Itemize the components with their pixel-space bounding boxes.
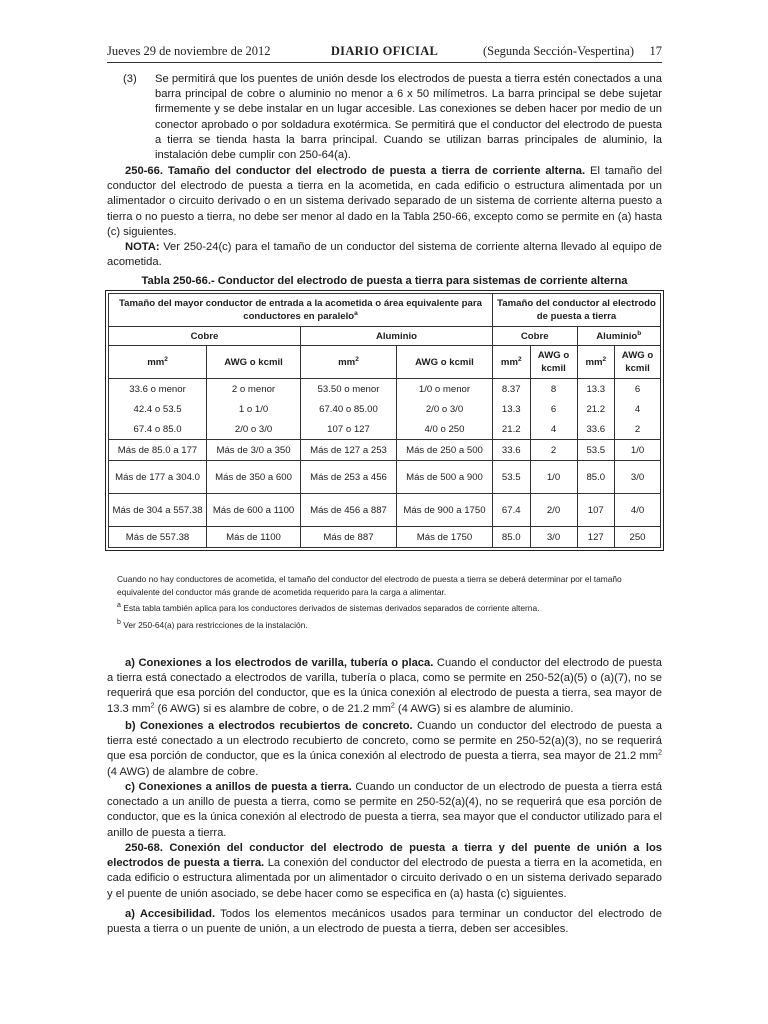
header-cell-electrode-conductor: Tamaño del conductor al electrodo de puesta a tierra xyxy=(492,294,660,327)
header-cell-awg: AWG o kcmil xyxy=(530,346,577,379)
table-cell: Más de 1750 xyxy=(396,527,492,548)
table-cell: 2/0 xyxy=(530,494,577,527)
table-cell: 33.6 o menor xyxy=(109,379,207,400)
section-heading: 250-66. Tamaño del conductor del electrodo de puesta a tierra de corriente alterna. xyxy=(125,165,586,177)
table-cell: 6 xyxy=(530,399,577,419)
header-page-number: 17 xyxy=(649,44,662,58)
table-cell: 1/0 o menor xyxy=(396,379,492,400)
table-cell: 107 o 127 xyxy=(300,419,396,440)
table-cell: Más de 177 a 304.0 xyxy=(109,461,207,494)
header-cell-cobre-electrode: Cobre xyxy=(492,327,577,346)
table-note: Cuando no hay conductores de acometida, el tamaño del conductor del electrodo de puesta a tierra se deberá determinar por el tamaño equivalente del conductor más grande de acometida requerido para la carga a alimentar. xyxy=(117,574,622,597)
table-header-row xyxy=(109,346,661,379)
paragraph-heading: a) Accesibilidad. xyxy=(125,908,216,920)
table-note: $^b$ Ver 250-64(a) para restricciones de la instalación. xyxy=(117,618,308,630)
table-cell: 21.2 xyxy=(577,399,615,419)
table-row xyxy=(109,399,661,419)
note-paragraph xyxy=(107,240,662,270)
table-cell: 4/0 xyxy=(615,494,661,527)
section-250-66 xyxy=(107,164,662,240)
paragraph-b-concrete: b) Conexiones a electrodos recubiertos de concreto. Cuando un conductor del electrodo de puesta a tierra esté conectado a un electrodo recubierto de concreto, como se permite en 250-52(a)(3), no se requerirá que esa porción de conductor, que es la única conexión al electrodo de puesta a tierra, sea mayor de 21.2 $mm^2$ (4 AWG) de alambre de cobre. xyxy=(107,720,662,778)
table-cell: 2 o menor xyxy=(207,379,301,400)
table-cell: 13.3 xyxy=(492,399,530,419)
table-cell: Más de 600 a 1100 xyxy=(207,494,301,527)
header-cell-mm2: $mm^2$ xyxy=(300,346,396,379)
table-cell: 3/0 xyxy=(530,527,577,548)
table-cell: 85.0 xyxy=(577,461,615,494)
table-cell: 1/0 xyxy=(530,461,577,494)
header-section: (Segunda Sección-Vespertina) xyxy=(483,44,634,58)
table-cell: Más de 304 a 557.38 xyxy=(109,494,207,527)
table-cell: 53.50 o menor xyxy=(300,379,396,400)
table-250-66 xyxy=(108,293,661,548)
header-cell-aluminio: Aluminio xyxy=(300,327,492,346)
header-date: Jueves 29 de noviembre de 2012 xyxy=(107,44,271,58)
table-cell: 2 xyxy=(615,419,661,440)
header-cell-mm2: $mm^2$ xyxy=(109,346,207,379)
table-cell: 33.6 xyxy=(577,419,615,440)
table-cell: Más de 900 a 1750 xyxy=(396,494,492,527)
header-rule xyxy=(107,62,662,63)
header-publication: DIARIO OFICIAL xyxy=(330,44,439,58)
table-cell: 127 xyxy=(577,527,615,548)
paragraph-heading: b) Conexiones a electrodos recubiertos de concreto. xyxy=(125,720,413,732)
table-cell: 53.5 xyxy=(577,440,615,461)
header-cell-service-conductor: Tamaño del mayor conductor de entrada a la acometida o área equivalente para conductores en paralelo$^a$ xyxy=(109,294,493,327)
table-body xyxy=(109,379,661,548)
paragraph-c-ring: c) Conexiones a anillos de puesta a tierra. Cuando un conductor de un electrodo de puesta a tierra está conectado a un anillo de puesta a tierra, como se permite en 250-52(a)(4), no se requerirá que esa porción de conductor, que es la única conexión al electrodo de puesta a tierra, sea mayor que el conductor utilizado para el anillo de puesta a tierra. xyxy=(107,781,662,839)
table-cell: 67.4 o 85.0 xyxy=(109,419,207,440)
header-cell-awg: AWG o kcmil xyxy=(207,346,301,379)
table-cell: Más de 887 xyxy=(300,527,396,548)
table-cell: 13.3 xyxy=(577,379,615,400)
table-cell: 67.40 o 85.00 xyxy=(300,399,396,419)
table-cell: 1/0 xyxy=(615,440,661,461)
header-cell-awg: AWG o kcmil xyxy=(396,346,492,379)
header-cell-mm2: $mm^2$ xyxy=(492,346,530,379)
list-item-text: Se permitirá que los puentes de unión desde los electrodos de puesta a tierra estén conectados a una barra principal de cobre o aluminio no menor a 6 x 50 milímetros. La barra principal se debe sujetar firmemente y se debe instalar en un lugar accesible. Las conexiones se deben hacer por medio de un conector aprobado o por soldadura exotérmica. Se permitirá que el conductor del electrodo de puesta a tierra se tienda hasta la barra principal. Cuando se utilizan barras principales de aluminio, la instalación debe cumplir con 250-64(a). xyxy=(155,73,662,162)
table-cell: 21.2 xyxy=(492,419,530,440)
table-cell: Más de 3/0 a 350 xyxy=(207,440,301,461)
note-text: Ver 250-24(c) para el tamaño de un conductor del sistema de corriente alterna llevado al equipo de acometida. xyxy=(107,241,662,269)
note-label: NOTA: xyxy=(125,241,160,253)
table-cell: 4/0 o 250 xyxy=(396,419,492,440)
table-cell: 8.37 xyxy=(492,379,530,400)
table-cell: 2 xyxy=(530,440,577,461)
table-cell: 67.4 xyxy=(492,494,530,527)
table-cell: Más de 456 a 887 xyxy=(300,494,396,527)
header-cell-mm2: $mm^2$ xyxy=(577,346,615,379)
list-item-number: (3) xyxy=(123,73,137,85)
table-row xyxy=(109,461,661,494)
table-cell: 4 xyxy=(615,399,661,419)
table-cell: 85.0 xyxy=(492,527,530,548)
paragraph-heading: a) Conexiones a los electrodos de varilla, tubería o placa. xyxy=(125,657,434,669)
paragraph-heading: c) Conexiones a anillos de puesta a tierra. xyxy=(125,781,352,793)
table-cell: 4 xyxy=(530,419,577,440)
table-cell: 42.4 o 53.5 xyxy=(109,399,207,419)
table-header-row xyxy=(109,294,661,327)
table-row xyxy=(109,527,661,548)
section-heading: 250-68. Conexión del conductor del electrodo de puesta a tierra y del puente de unión a los electrodos de puesta a tierra. xyxy=(107,842,662,870)
table-cell: 107 xyxy=(577,494,615,527)
table-cell: 2/0 o 3/0 xyxy=(396,399,492,419)
header-cell-aluminio-electrode: Aluminio$^b$ xyxy=(577,327,661,346)
header-cell-cobre: Cobre xyxy=(109,327,301,346)
table-header-row xyxy=(109,327,661,346)
table-cell: 2/0 o 3/0 xyxy=(207,419,301,440)
paragraph-a-accessibility: a) Accesibilidad. Todos los elementos mecánicos usados para terminar un conductor del electrodo de puesta a tierra o un puente de unión, a un electrodo de puesta a tierra, deben ser accesibles. xyxy=(107,908,663,936)
table-cell: 1 o 1/0 xyxy=(207,399,301,419)
table-notes xyxy=(117,573,662,635)
table-cell: 6 xyxy=(615,379,661,400)
table-cell: 250 xyxy=(615,527,661,548)
table-cell: 3/0 xyxy=(615,461,661,494)
table-cell: Más de 250 a 500 xyxy=(396,440,492,461)
table-row xyxy=(109,440,661,461)
table-cell: Más de 253 a 456 xyxy=(300,461,396,494)
table-cell: Más de 500 a 900 xyxy=(396,461,492,494)
header-cell-awg: AWG o kcmil xyxy=(615,346,661,379)
table-cell: Más de 350 a 600 xyxy=(207,461,301,494)
table-note: $^a$ Esta tabla también aplica para los conductores derivados de sistemas derivados separados de corriente alterna. xyxy=(117,602,540,613)
table-cell: 53.5 xyxy=(492,461,530,494)
table-cell: Más de 557.38 xyxy=(109,527,207,548)
table-cell: Más de 85.0 a 177 xyxy=(109,440,207,461)
table-cell: 33.6 xyxy=(492,440,530,461)
section-text: El tamaño del conductor del electrodo de puesta a tierra en la acometida, en cada edificio o estructura alimentada por un alimentador o circuito derivado o en un sistema derivado separado de un sistema de corriente alterna puesto a tierra o no puesto a tierra, no debe ser menor al dado en la Tabla 250-66, excepto como se permite en (a) hasta (c) siguientes. xyxy=(107,165,662,238)
section-250-68: 250-68. Conexión del conductor del electrodo de puesta a tierra y del puente de unión a los electrodos de puesta a tierra. La conexión del conductor del electrodo de puesta a tierra en la acometida, en cada edificio o estructura alimentada por un alimentador o circuito derivado o en un sistema derivado separado y el puente de unión asociado, se debe hacer como se especifica en (a) hasta (c) siguientes. xyxy=(107,842,662,900)
table-row xyxy=(109,379,661,400)
table-row xyxy=(109,419,661,440)
list-item-3 xyxy=(107,72,662,160)
table-title: Tabla 250-66.- Conductor del electrodo de puesta a tierra para sistemas de corriente alterna xyxy=(141,275,628,287)
paragraph-a-rod: a) Conexiones a los electrodos de varilla, tubería o placa. Cuando el conductor del electrodo de puesta a tierra está conectado a electrodos de varilla, tubería o placa, como se permite en 250-52(a)(5) o (a)(7), no se requerirá que esa porción del conductor, que es la única conexión al electrodo de puesta a tierra, sea mayor de 13.3 $mm^2$ (6 AWG) si es alambre de cobre, o de 21.2 $mm^2$ (4 AWG) si es alambre de aluminio. xyxy=(107,657,662,715)
table-row xyxy=(109,494,661,527)
table-cell: Más de 1100 xyxy=(207,527,301,548)
table-cell: 8 xyxy=(530,379,577,400)
table-cell: Más de 127 a 253 xyxy=(300,440,396,461)
running-header xyxy=(107,44,662,64)
